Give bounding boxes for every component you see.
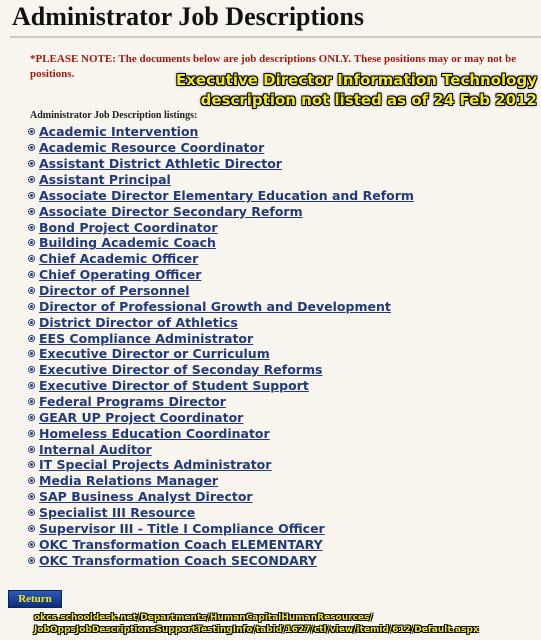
list-item — [28, 314, 414, 330]
url-line-1: okcs.schooldesk.net/Departments/HumanCapitalHumanResources/ — [34, 613, 373, 623]
return-button[interactable]: Return — [8, 590, 62, 608]
job-link[interactable]: District Director of Athletics — [39, 314, 238, 330]
list-item — [28, 330, 414, 346]
bullet-icon — [28, 509, 35, 516]
job-link[interactable]: Assistant Principal — [39, 172, 171, 187]
list-item — [28, 505, 414, 521]
list-item — [28, 187, 414, 203]
list-item — [28, 267, 414, 283]
bullet-icon — [28, 271, 35, 278]
list-item — [28, 441, 414, 457]
bullet-icon — [28, 414, 35, 421]
list-item — [28, 552, 414, 568]
job-description-list — [28, 124, 414, 568]
bullet-icon — [28, 446, 35, 453]
bullet-icon — [28, 224, 35, 231]
list-item — [28, 457, 414, 473]
bullet-icon — [28, 176, 35, 183]
job-link[interactable]: Chief Academic Officer — [39, 251, 199, 267]
bullet-icon — [28, 128, 35, 135]
job-link[interactable]: SAP Business Analyst Director — [39, 489, 253, 505]
title-divider — [10, 36, 541, 38]
bullet-icon — [28, 239, 35, 246]
list-item — [28, 172, 414, 188]
annotation-line-1: Executive Director Information Technology — [176, 71, 537, 89]
bullet-icon — [28, 493, 35, 500]
job-link[interactable]: Director of Professional Growth and Development — [39, 298, 391, 314]
list-item — [28, 409, 414, 425]
bullet-icon — [28, 208, 35, 215]
list-item — [28, 235, 414, 251]
job-link[interactable]: EES Compliance Administrator — [39, 330, 254, 346]
bullet-icon — [28, 335, 35, 342]
bullet-icon — [28, 144, 35, 151]
job-link[interactable]: IT Special Projects Administrator — [39, 457, 272, 473]
list-item — [28, 394, 414, 410]
job-link[interactable]: Bond Project Coordinator — [39, 219, 218, 235]
job-link[interactable]: Associate Director Elementary Education and Reform — [39, 187, 414, 203]
job-link[interactable]: Academic Intervention — [39, 124, 199, 140]
job-link[interactable]: Supervisor III - Title I Compliance Officer — [39, 520, 325, 536]
job-link[interactable]: Chief Operating Officer — [39, 267, 202, 283]
list-item — [28, 203, 414, 219]
job-link[interactable]: Executive Director of Seconday Reforms — [39, 362, 323, 378]
list-item — [28, 251, 414, 267]
list-item — [28, 536, 414, 552]
list-item — [28, 156, 414, 172]
annotation-overlay — [176, 70, 537, 110]
notice-text: *PLEASE NOTE: The documents below are job descriptions ONLY. These positions may or may not be positions. — [30, 53, 517, 80]
list-item — [28, 124, 414, 140]
list-item — [28, 140, 414, 156]
job-link[interactable]: OKC Transformation Coach ELEMENTARY — [39, 536, 323, 552]
bullet-icon — [28, 525, 35, 532]
url-line-2: JobOppsJobDescriptionsSupportTestingInfo/tabid/1627/ctl/view/itemid/612/Default.aspx — [34, 625, 479, 635]
job-link[interactable]: Building Academic Coach — [39, 235, 216, 251]
url-annotation — [34, 612, 479, 636]
job-link[interactable]: Media Relations Manager — [39, 473, 219, 489]
bullet-icon — [28, 160, 35, 167]
job-link[interactable]: Assistant District Athletic Director — [39, 156, 282, 172]
bullet-icon — [28, 287, 35, 294]
bullet-icon — [28, 319, 35, 326]
job-link[interactable]: Internal Auditor — [39, 441, 152, 457]
list-item — [28, 362, 414, 378]
job-link[interactable]: Specialist III Resource — [39, 505, 196, 521]
bullet-icon — [28, 461, 35, 468]
job-link[interactable]: Executive Director or Curriculum — [39, 346, 270, 362]
job-link[interactable]: GEAR UP Project Coordinator — [39, 409, 244, 425]
list-item — [28, 378, 414, 394]
bullet-icon — [28, 366, 35, 373]
bullet-icon — [28, 477, 35, 484]
bullet-icon — [28, 541, 35, 548]
list-heading: Administrator Job Description listings: — [30, 110, 198, 121]
bullet-icon — [28, 350, 35, 357]
list-item — [28, 283, 414, 299]
bullet-icon — [28, 192, 35, 199]
bullet-icon — [28, 430, 35, 437]
bullet-icon — [28, 303, 35, 310]
job-link[interactable]: Director of Personnel — [39, 283, 190, 299]
job-link[interactable]: OKC Transformation Coach SECONDARY — [39, 552, 317, 568]
list-item — [28, 219, 414, 235]
page-title: Administrator Job Descriptions — [12, 2, 364, 31]
bullet-icon — [28, 255, 35, 262]
list-item — [28, 473, 414, 489]
job-link[interactable]: Homeless Education Coordinator — [39, 425, 270, 441]
list-item — [28, 489, 414, 505]
bullet-icon — [28, 557, 35, 564]
list-item — [28, 520, 414, 536]
annotation-line-2: description not listed as of 24 Feb 2012 — [200, 91, 537, 109]
list-item — [28, 425, 414, 441]
bullet-icon — [28, 398, 35, 405]
bullet-icon — [28, 382, 35, 389]
list-item — [28, 298, 414, 314]
list-item — [28, 346, 414, 362]
job-link[interactable]: Academic Resource Coordinator — [39, 140, 265, 156]
job-link[interactable]: Associate Director Secondary Reform — [39, 203, 303, 219]
job-link[interactable]: Federal Programs Director — [39, 394, 226, 410]
job-link[interactable]: Executive Director of Student Support — [39, 378, 309, 394]
